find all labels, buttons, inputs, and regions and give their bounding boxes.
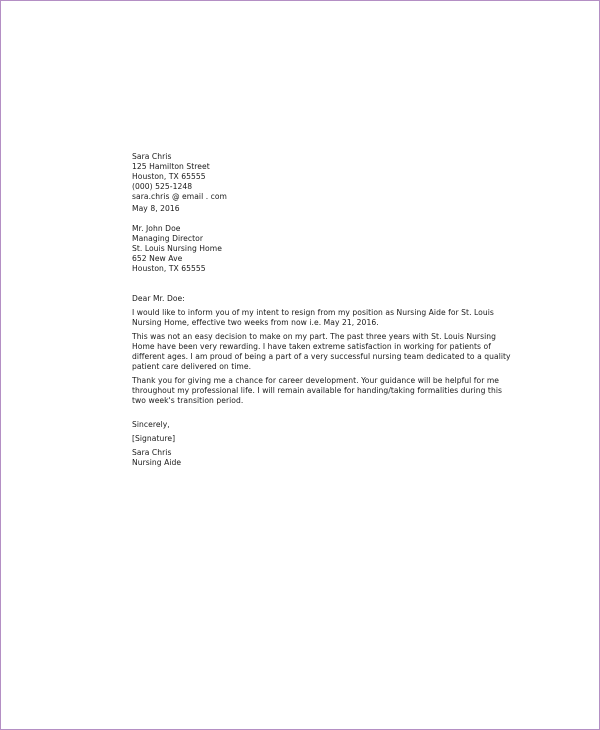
paragraph-line: two week's transition period. xyxy=(132,396,244,405)
paragraph-line: I would like to inform you of my intent to resign from my position as Nursing Aide for St. Louis xyxy=(132,308,494,317)
paragraph-line: Thank you for giving me a chance for career development. Your guidance will be helpful for me xyxy=(132,376,500,385)
sender-street: 125 Hamilton Street xyxy=(132,162,210,171)
sender-city: Houston, TX 65555 xyxy=(132,172,206,181)
sender-block xyxy=(132,152,482,202)
body-paragraph-1 xyxy=(132,308,494,328)
salutation: Dear Mr. Doe: xyxy=(132,294,185,303)
recipient-street: 652 New Ave xyxy=(132,254,183,263)
paragraph-line: patient care delivered on time. xyxy=(132,362,252,371)
sender-name: Sara Chris xyxy=(132,152,172,161)
sender-phone: (000) 525-1248 xyxy=(132,182,193,191)
recipient-company: St. Louis Nursing Home xyxy=(132,244,222,253)
recipient-title: Managing Director xyxy=(132,234,204,243)
paragraph-line: Nursing Home, effective two weeks from now i.e. May 21, 2016. xyxy=(132,318,379,327)
paragraph-line: Home have been very rewarding. I have taken extreme satisfaction in working for patients of xyxy=(132,342,491,351)
closing-complimentary: Sincerely, xyxy=(132,420,170,429)
closing-title: Nursing Aide xyxy=(132,458,182,467)
resignation-letter xyxy=(132,152,511,468)
paragraph-line: throughout my professional life. I will remain available for handing/taking formalities during this xyxy=(132,386,502,395)
sender-email: sara.chris @ email . com xyxy=(132,192,227,201)
recipient-block xyxy=(132,224,482,274)
paragraph-line: different ages. I am proud of being a part of a very successful nursing team dedicated to a quality xyxy=(132,352,511,361)
closing-name: Sara Chris xyxy=(132,448,172,457)
recipient-name: Mr. John Doe xyxy=(132,224,181,233)
recipient-city: Houston, TX 65555 xyxy=(132,264,206,273)
body-paragraph-2 xyxy=(132,332,511,372)
paragraph-line: This was not an easy decision to make on my part. The past three years with St. Louis Nursing xyxy=(132,332,497,341)
letter-date: May 8, 2016 xyxy=(132,204,180,213)
signature-placeholder: [Signature] xyxy=(132,434,176,443)
body-paragraph-3 xyxy=(132,376,502,406)
